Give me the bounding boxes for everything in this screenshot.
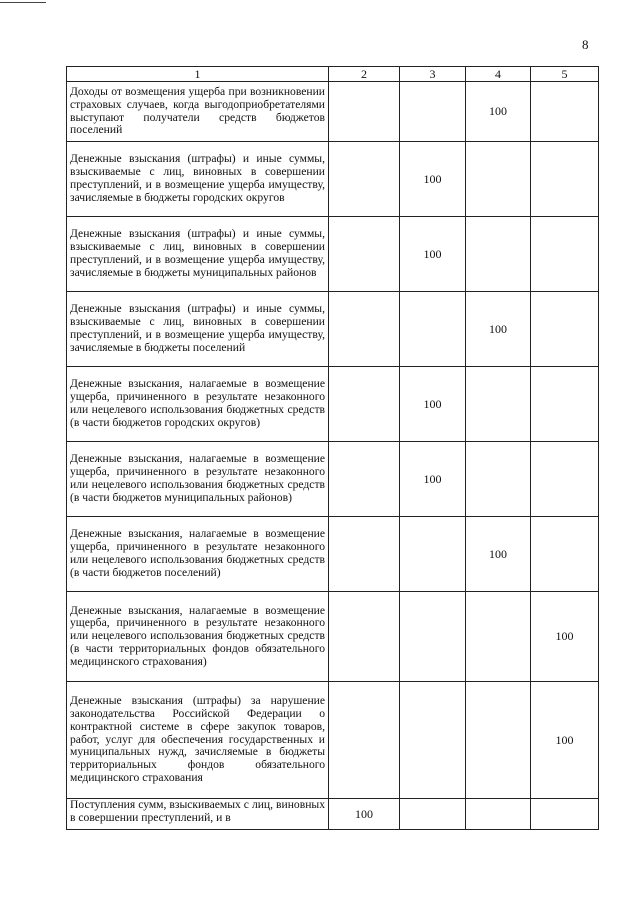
cell-col-4 <box>466 442 531 517</box>
cell-col-3 <box>400 592 466 682</box>
cell-col-2 <box>329 82 400 142</box>
cell-col-3: 100 <box>400 217 466 292</box>
cell-col-4 <box>466 799 531 830</box>
cell-col-2 <box>329 442 400 517</box>
row-description: Денежные взыскания, налагаемые в возмещение ущерба, причиненного в результате незаконного или нецелевого использования бюджетных средств (в части бюджетов муниципальных районов) <box>67 442 329 517</box>
table-row <box>67 799 599 830</box>
table-row <box>67 682 599 799</box>
cell-col-2 <box>329 367 400 442</box>
cell-col-4 <box>466 367 531 442</box>
row-description: Денежные взыскания, налагаемые в возмещение ущерба, причиненного в результате незаконного или нецелевого использования бюджетных средств (в части территориальных фондов обязательного медицинского страхования) <box>67 592 329 682</box>
cell-col-3 <box>400 682 466 799</box>
cell-col-5 <box>531 367 599 442</box>
cell-col-3 <box>400 799 466 830</box>
table-row <box>67 292 599 367</box>
table-row <box>67 442 599 517</box>
row-description: Доходы от возмещения ущерба при возникновении страховых случаев, когда выгодоприобретателями выступают получатели средств бюджетов поселений <box>67 82 329 142</box>
cell-col-5: 100 <box>531 682 599 799</box>
table-row <box>67 367 599 442</box>
cell-col-4 <box>466 682 531 799</box>
cell-col-5: 100 <box>531 592 599 682</box>
table-row <box>67 142 599 217</box>
cell-col-2 <box>329 592 400 682</box>
top-left-rule <box>0 2 46 3</box>
cell-col-5 <box>531 442 599 517</box>
header-col-5: 5 <box>531 67 599 82</box>
cell-col-3 <box>400 82 466 142</box>
table-row <box>67 82 599 142</box>
table-row <box>67 217 599 292</box>
revenue-distribution-table <box>66 66 599 830</box>
row-description: Денежные взыскания, налагаемые в возмещение ущерба, причиненного в результате незаконного или нецелевого использования бюджетных средств (в части бюджетов поселений) <box>67 517 329 592</box>
row-description: Поступления сумм, взыскиваемых с лиц, виновных в совершении преступлений, и в <box>67 799 329 830</box>
page-number: 8 <box>582 37 589 52</box>
cell-col-2 <box>329 217 400 292</box>
cell-col-3: 100 <box>400 142 466 217</box>
cell-col-4: 100 <box>466 517 531 592</box>
cell-col-5 <box>531 82 599 142</box>
row-description: Денежные взыскания (штрафы) за нарушение законодательства Российской Федерации о контрактной системе в сфере закупок товаров, работ, услуг для обеспечения государственных и муниципальных нужд, зачисляемые в бюджеты территориальных фондов обязательного медицинского страхования <box>67 682 329 799</box>
header-col-3: 3 <box>400 67 466 82</box>
table-row <box>67 517 599 592</box>
cell-col-2 <box>329 292 400 367</box>
cell-col-2 <box>329 517 400 592</box>
cell-col-4: 100 <box>466 82 531 142</box>
header-col-1: 1 <box>67 67 329 82</box>
cell-col-2 <box>329 142 400 217</box>
cell-col-4: 100 <box>466 292 531 367</box>
cell-col-4 <box>466 217 531 292</box>
cell-col-3: 100 <box>400 442 466 517</box>
header-col-2: 2 <box>329 67 400 82</box>
table-row <box>67 592 599 682</box>
cell-col-4 <box>466 142 531 217</box>
cell-col-5 <box>531 292 599 367</box>
header-col-4: 4 <box>466 67 531 82</box>
cell-col-3: 100 <box>400 367 466 442</box>
row-description: Денежные взыскания (штрафы) и иные суммы, взыскиваемые с лиц, виновных в совершении преступлений, и в возмещение ущерба имуществу, зачисляемые в бюджеты городских округов <box>67 142 329 217</box>
row-description: Денежные взыскания (штрафы) и иные суммы, взыскиваемые с лиц, виновных в совершении преступлений, и в возмещение ущерба имуществу, зачисляемые в бюджеты поселений <box>67 292 329 367</box>
header-row <box>67 67 599 82</box>
cell-col-3 <box>400 292 466 367</box>
row-description: Денежные взыскания (штрафы) и иные суммы, взыскиваемые с лиц, виновных в совершении преступлений, и в возмещение ущерба имуществу, зачисляемые в бюджеты муниципальных районов <box>67 217 329 292</box>
cell-col-5 <box>531 142 599 217</box>
cell-col-3 <box>400 517 466 592</box>
cell-col-2: 100 <box>329 799 400 830</box>
cell-col-2 <box>329 682 400 799</box>
cell-col-4 <box>466 592 531 682</box>
row-description: Денежные взыскания, налагаемые в возмещение ущерба, причиненного в результате незаконного или нецелевого использования бюджетных средств (в части бюджетов городских округов) <box>67 367 329 442</box>
cell-col-5 <box>531 799 599 830</box>
cell-col-5 <box>531 517 599 592</box>
cell-col-5 <box>531 217 599 292</box>
